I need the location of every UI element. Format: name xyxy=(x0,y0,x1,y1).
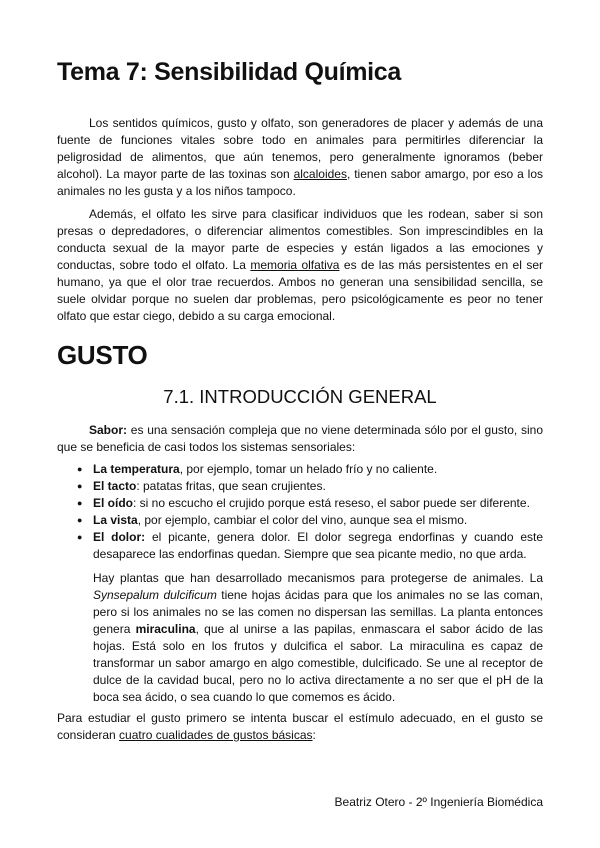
senses-list xyxy=(57,461,543,563)
plants-text-3: , que al unirse a las papilas, enmascara el sabor ácido de las hojas. Está solo en los frutos y dulcifica el sabor. La miraculina es capaz de transformar un sabor amargo en algo comestible, dulcificado. Se une al receptor de dulce de la cavidad bucal, pero no lo activa directamente a no ser que el pH de la boca sea ácido, o sea cuando lo que comemos es ácido. xyxy=(93,622,543,704)
sabor-text: es una sensación compleja que no viene determinada sólo por el gusto, sino que se beneficia de casi todos los sistemas sensoriales: xyxy=(57,423,543,454)
miraculina-term: miraculina xyxy=(135,622,196,636)
plants-text-2: tiene hojas ácidas para que los animales no se las coman, pero si los animales no se las comen no dispersan las semillas. La planta entonces genera xyxy=(93,588,544,636)
intro-p2-text: Además, el olfato les sirve para clasificar individuos que les rodean, saber si son presas o depredadores, o diferenciar alimentos comestibles. Son imprescindibles en la conducta sexual de la mayor parte de especies y están ligados a las emociones y conductas, sobre todo el olfato. La xyxy=(57,207,543,272)
plants-paragraph xyxy=(93,570,543,706)
sabor-paragraph xyxy=(57,422,543,456)
cuatro-cualidades-link[interactable]: cuatro cualidades de gustos básicas xyxy=(119,728,313,742)
final-text-end: : xyxy=(312,728,316,742)
section-heading-gusto: GUSTO xyxy=(57,340,148,370)
list-item-bold: El dolor: xyxy=(93,530,146,544)
list-item-text: , por ejemplo, cambiar el color del vino, aunque sea el mismo. xyxy=(137,513,468,527)
list-item xyxy=(57,529,543,563)
list-item xyxy=(57,478,543,495)
list-item-text: : patatas fritas, que sean crujientes. xyxy=(136,479,326,493)
intro-p1-text-end: , tienen sabor amargo, por eso a los animales no les gusta y a los niños tampoco. xyxy=(57,167,543,198)
list-item xyxy=(57,461,543,478)
intro-paragraph-2 xyxy=(57,206,543,325)
list-item-text: el picante, genera dolor. El dolor segrega endorfinas y cuando este desaparece las endorfinas quedan. Siempre que sea picante medio, no que arda. xyxy=(93,530,543,561)
list-item xyxy=(57,495,543,512)
list-item-text: : si no escucho el crujido porque está reseso, el sabor puede ser diferente. xyxy=(133,496,530,510)
intro-p1-text: Los sentidos químicos, gusto y olfato, son generadores de placer y además de una fuente de funciones vitales sobre todo en animales para permitirles diferenciar la peligrosidad de alimentos, que aún tenemos, pero generalmente ignoramos (beber alcohol). La mayor parte de las toxinas son xyxy=(57,116,543,181)
bullet-icon: ● xyxy=(77,532,83,542)
bullet-icon: ● xyxy=(77,498,83,508)
intro-paragraph-1 xyxy=(57,115,543,200)
list-item-bold: El tacto xyxy=(93,479,137,493)
species-name: Synsepalum dulcificum xyxy=(93,588,217,602)
intro-p2-text-end: es de las más persistentes en el ser humano, ya que el olor trae recuerdos. Ambos no generan una sensibilidad sencilla, se suele olvidar porque no suelen dar problemas, pero psicológicamente es peor no tener olfato que estar ciego, debido a su carga emocional. xyxy=(57,258,543,323)
page-title: Tema 7: Sensibilidad Química xyxy=(57,58,402,86)
subsection-heading: 7.1. INTRODUCCIÓN GENERAL xyxy=(163,386,437,407)
list-item-bold: El oído xyxy=(93,496,133,510)
bullet-icon: ● xyxy=(77,464,83,474)
final-text: Para estudiar el gusto primero se intenta buscar el estímulo adecuado, en el gusto se consideran xyxy=(57,711,543,742)
list-item-bold: La vista xyxy=(93,513,138,527)
bullet-icon: ● xyxy=(77,481,83,491)
plants-text-1: Hay plantas que han desarrollado mecanismos para protegerse de animales. La xyxy=(93,571,543,585)
alcaloides-link[interactable]: alcaloides xyxy=(293,167,347,181)
final-paragraph xyxy=(57,710,543,744)
list-item-text: , por ejemplo, tomar un helado frío y no caliente. xyxy=(179,462,438,476)
list-item-bold: La temperatura xyxy=(93,462,180,476)
page-footer: Beatriz Otero - 2º Ingeniería Biomédica xyxy=(334,795,543,809)
list-item xyxy=(57,512,543,529)
bullet-icon: ● xyxy=(77,515,83,525)
sabor-label: Sabor: xyxy=(89,423,128,437)
memoria-olfativa-link[interactable]: memoria olfativa xyxy=(250,258,340,272)
